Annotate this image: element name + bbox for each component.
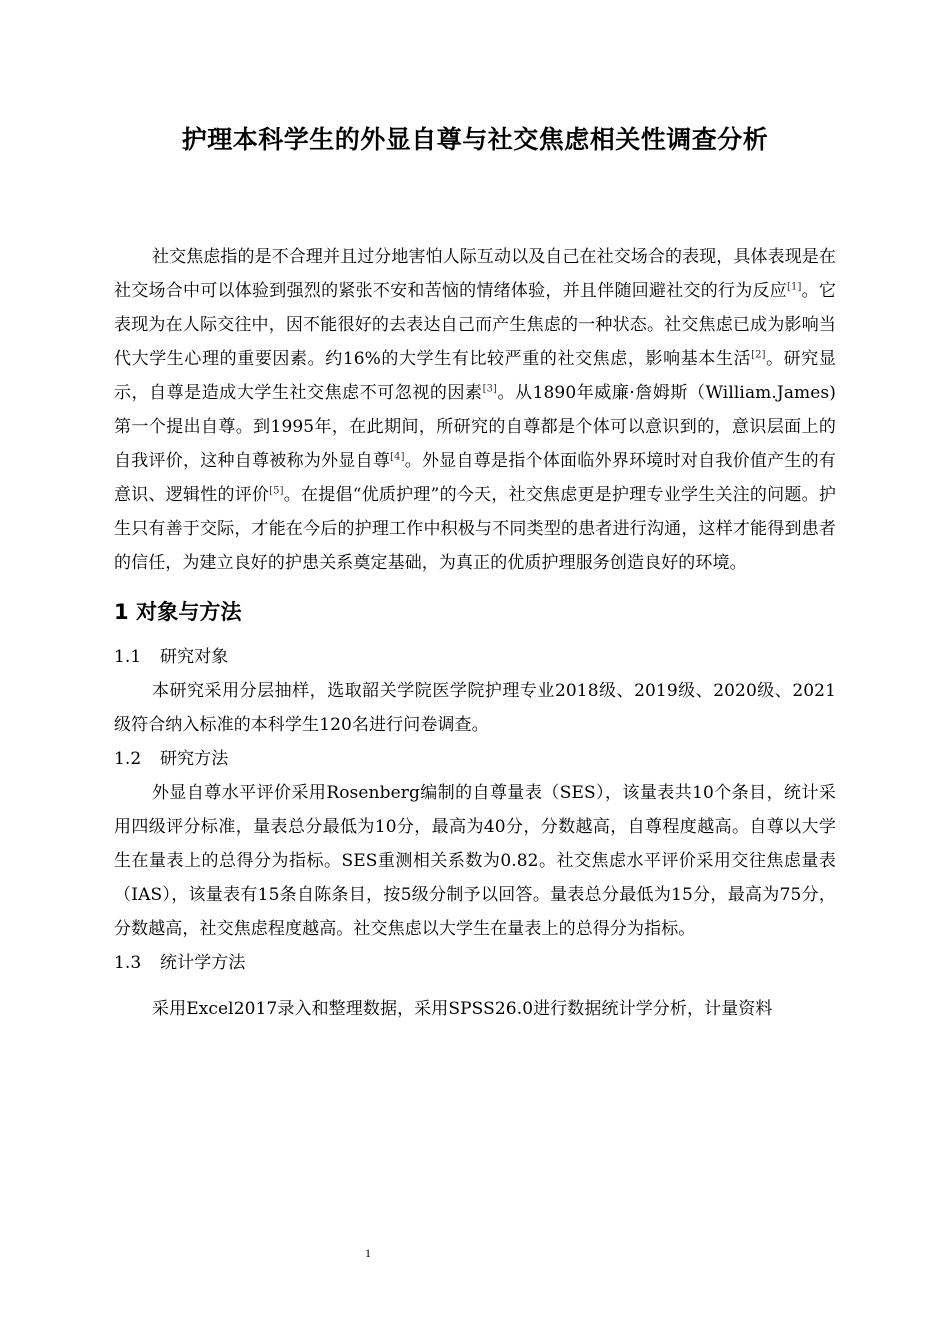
paper-title: 护理本科学生的外显自尊与社交焦虑相关性调查分析: [181, 125, 769, 154]
citation-3: [3]: [482, 383, 498, 395]
citation-4: [4]: [390, 451, 405, 463]
subsection-paragraph: 采用Excel2017录入和整理数据，采用SPSS26.0进行数据统计学分析，计量资料: [152, 999, 773, 1019]
subsection-number: 1.1: [114, 647, 142, 667]
subsection-paragraph: 本研究采用分层抽样，选取韶关学院医学院护理专业2018级、2019级、2020级、2021级符合纳入标准的本科学生120名进行问卷调查。: [114, 681, 836, 735]
subsection-number: 1.2: [114, 749, 142, 769]
section-heading: 1 对象与方法: [114, 600, 242, 624]
citation-1: [1]: [787, 281, 802, 293]
citation-5: [5]: [269, 485, 284, 497]
intro-text-4: 。从1890年威廉·詹姆斯（William.James)第一个提出自尊。到1995年，在此期间，所研究的自尊都是个体可以意识到的，意识层面上的自我评价，这种自尊被称为外显自尊: [114, 383, 836, 471]
intro-paragraph: [114, 240, 836, 580]
intro-text-5: 。外显自尊是指个体面临外界环境时对自我价值产生的有意识、逻辑性的评价: [114, 451, 836, 505]
subsection-title: 研究方法: [160, 749, 229, 769]
subsection-heading: [114, 742, 836, 776]
intro-text-2: 。它表现为在人际交往中，因不能很好的去表达自己而产生焦虑的一种状态。社交焦虑已成为影响当代大学生心理的重要因素。约16%的大学生有比较严重的社交焦虑，影响基本生活: [114, 281, 836, 369]
intro-text-3: 。研究显示，自尊是造成大学生社交焦虑不可忽视的因素: [114, 349, 836, 403]
subsection-heading: [114, 946, 836, 980]
intro-text-6: 。在提倡“优质护理”的今天，社交焦虑更是护理专业学生关注的问题。护生只有善于交际，才能在今后的护理工作中积极与不同类型的患者进行沟通，这样才能得到患者的信任，为建立良好的护患关系奠定基础，为真正的优质护理服务创造良好的环境。: [114, 485, 836, 573]
subsection-number: 1.3: [114, 953, 142, 973]
subsection-title: 统计学方法: [160, 953, 246, 973]
subsection-paragraph: 外显自尊水平评价采用Rosenberg编制的自尊量表（SES），该量表共10个条目，统计采用四级评分标准，量表总分最低为10分，最高为40分，分数越高，自尊程度越高。自尊以大学生在量表上的总得分为指标。SES重测相关系数为0.82。社交焦虑水平评价采用交往焦虑量表（IAS），该量表有15条自陈条目，按5级分制予以回答。量表总分最低为15分，最高为75分，分数越高，社交焦虑程度越高。社交焦虑以大学生在量表上的总得分为指标。: [114, 783, 836, 939]
subsection-title: 研究对象: [160, 647, 229, 667]
page-number: 1: [365, 1246, 371, 1260]
spacer: [114, 980, 836, 992]
intro-text-1: 社交焦虑指的是不合理并且过分地害怕人际互动以及自己在社交场合的表现，具体表现是在社交场合中可以体验到强烈的紧张不安和苦恼的情绪体验，并且伴随回避社交的行为反应: [114, 247, 836, 301]
citation-2: [2]: [751, 349, 766, 361]
subsection-heading: [114, 640, 836, 674]
body-content: [114, 240, 836, 1026]
